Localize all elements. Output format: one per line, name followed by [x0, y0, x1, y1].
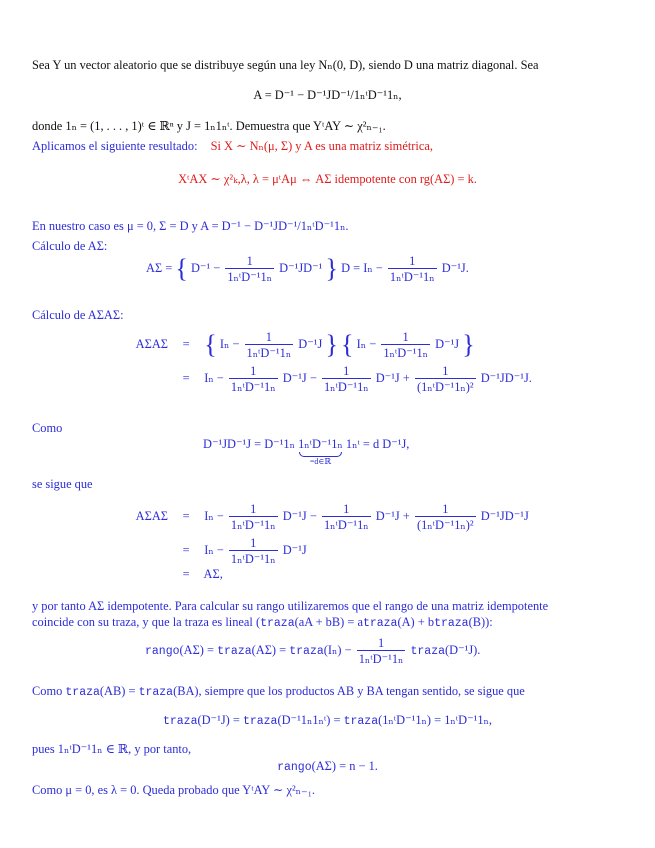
calc3-row-2: = Iₙ − $\frac{1}{\text{1ₙᵗD⁻¹1ₙ}}$ D⁻¹J [182, 536, 307, 566]
conclusion-line-2: coincide con su traza, y que la traza es lineal (traza(aA + bB) = atraza(A) + btraza(B)): [32, 615, 493, 630]
fraction: $\frac{1}{\text{(1ₙᵗD⁻¹1ₙ)²}}$ [416, 364, 474, 394]
result-lead: Aplicamos el siguiente resultado: [32, 139, 198, 153]
fraction: $\frac{1}{\text{1ₙᵗD⁻¹1ₙ}}$ [227, 254, 273, 284]
fraction: $\frac{1}{\text{1ₙᵗD⁻¹1ₙ}}$ [323, 364, 369, 394]
calc3-row-3: = AΣ, [182, 567, 223, 581]
fraction: $\frac{1}{\text{1ₙᵗD⁻¹1ₙ}}$ [230, 502, 276, 532]
result-line [32, 139, 433, 154]
final-line: Como μ = 0, es λ = 0. Queda probado que YᵗAY ∼ χ²ₙ₋₁. [32, 783, 315, 797]
como-word: Como [32, 421, 63, 435]
fraction: $\frac{1}{\text{1ₙᵗD⁻¹1ₙ}}$ [383, 330, 428, 360]
result-statement: Si X ∼ Nₙ(μ, Σ) y A es una matriz simétrica, [210, 139, 433, 153]
como-formula: D⁻¹JD⁻¹J = D⁻¹1ₙ 1ₙᵗD⁻¹1ₙ =d∈ℝ 1ₙᵗ = d D⁻¹J, [203, 437, 410, 466]
fraction: $\frac{1}{\text{1ₙᵗD⁻¹1ₙ}}$ [323, 502, 369, 532]
fraction: $\frac{1}{\text{(1ₙᵗD⁻¹1ₙ)²}}$ [416, 502, 474, 532]
fraction: $\frac{1}{\text{1ₙᵗD⁻¹1ₙ}}$ [230, 364, 276, 394]
underbrace: 1ₙᵗD⁻¹1ₙ =d∈ℝ [298, 437, 343, 466]
rango-formula: rango(AΣ) = traza(AΣ) = traza(Iₙ) − $\frac{1}{\text{1ₙᵗD⁻¹1ₙ}}$ traza(D⁻¹J). [145, 636, 481, 666]
calc1-formula: AΣ = { D⁻¹ − $\frac{1}{\text{1ₙᵗD⁻¹1ₙ}}$ D⁻¹JD⁻¹ } D = Iₙ − $\frac{1}{\text{1ₙᵗD⁻¹1ₙ}}$ D⁻¹J. [146, 254, 469, 284]
fraction: $\frac{1}{\text{1ₙᵗD⁻¹1ₙ}}$ [230, 536, 276, 566]
intro-line-1: Sea Y un vector aleatorio que se distribuye según una ley Nₙ(0, D), siendo D una matriz diagonal. Sea [32, 58, 539, 72]
fraction: $\frac{1}{\text{1ₙᵗD⁻¹1ₙ}}$ [358, 636, 404, 666]
case-line: En nuestro caso es μ = 0, Σ = D y A = D⁻¹ − D⁻¹JD⁻¹/1ₙᵗD⁻¹1ₙ. [32, 219, 349, 233]
calc2-row-2: = Iₙ − $\frac{1}{\text{1ₙᵗD⁻¹1ₙ}}$ D⁻¹J − $\frac{1}{\text{1ₙᵗD⁻¹1ₙ}}$ D⁻¹J + $\frac{1}{\text{(1ₙᵗD⁻¹1ₙ)²}}$ D⁻¹JD⁻¹J. [182, 364, 532, 394]
calc3-row-1: AΣAΣ = Iₙ − $\frac{1}{\text{1ₙᵗD⁻¹1ₙ}}$ D⁻¹J − $\frac{1}{\text{1ₙᵗD⁻¹1ₙ}}$ D⁻¹J + $\frac{1}{\text{(1ₙᵗD⁻¹1ₙ)²}}$ D⁻¹JD⁻¹J [135, 502, 529, 532]
intro-line-2: donde 1ₙ = (1, . . . , 1)ᵗ ∈ ℝⁿ y J = 1ₙ1ₙᵗ. Demuestra que YᵗAY ∼ χ²ₙ₋₁. [32, 119, 386, 133]
result-formula: XᵗAX ∼ χ²ₖ,λ, λ = μᵗAμ ⇔ AΣ idempotente con rg(AΣ) = k. [178, 172, 477, 186]
formula-A: A = D⁻¹ − D⁻¹JD⁻¹/1ₙᵗD⁻¹1ₙ, [253, 88, 402, 102]
conclusion-line-1: y por tanto AΣ idempotente. Para calcular su rango utilizaremos que el rango de una matriz idempotente [32, 599, 549, 613]
fraction: $\frac{1}{\text{1ₙᵗD⁻¹1ₙ}}$ [246, 330, 292, 360]
rango-final: rango(AΣ) = n − 1. [277, 759, 378, 774]
pues-line: pues 1ₙᵗD⁻¹1ₙ ∈ ℝ, y por tanto, [32, 742, 192, 756]
calc2-title: Cálculo de AΣAΣ: [32, 308, 124, 322]
calc1-title: Cálculo de AΣ: [32, 239, 108, 253]
traza-formula: traza(D⁻¹J) = traza(D⁻¹1ₙ1ₙᵗ) = traza(1ₙᵗD⁻¹1ₙ) = 1ₙᵗD⁻¹1ₙ, [162, 713, 493, 728]
se-sigue-que: se sigue que [32, 477, 93, 491]
traza-line: Como traza(AB) = traza(BA), siempre que los productos AB y BA tengan sentido, se sigue que [32, 684, 525, 699]
calc2-row-1: AΣAΣ = { Iₙ − $\frac{1}{\text{1ₙᵗD⁻¹1ₙ}}$ D⁻¹J } { Iₙ − $\frac{1}{\text{1ₙᵗD⁻¹1ₙ}}$ D⁻¹J } [135, 330, 475, 360]
fraction: $\frac{1}{\text{1ₙᵗD⁻¹1ₙ}}$ [389, 254, 435, 284]
